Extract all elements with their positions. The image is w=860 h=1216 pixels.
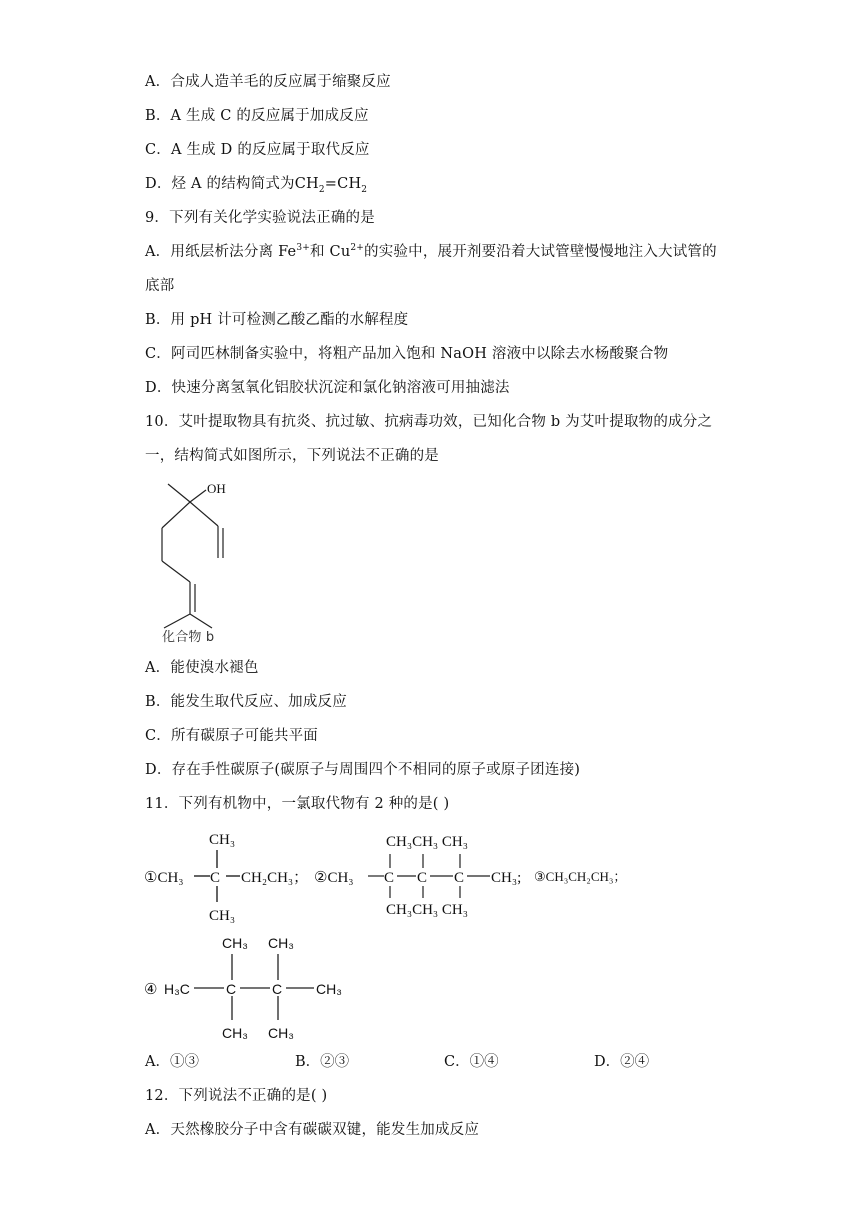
s4-left: H₃C xyxy=(164,981,190,997)
s4-right: CH₃ xyxy=(316,981,342,997)
s2-carbon-1: C xyxy=(384,870,395,886)
q9-stem: 9．下列有关化学实验说法正确的是 xyxy=(145,210,375,226)
s4-top-methyl-1: CH₃ xyxy=(222,935,248,951)
q9-option-c: C．阿司匹林制备实验中，将粗产品加入饱和 NaOH 溶液中以除去水杨酸聚合物 xyxy=(145,346,669,362)
subscript: 2 xyxy=(361,184,368,195)
q11-choice-b: B．②③ xyxy=(295,1054,350,1070)
text: 的实验中，展开剂要沿着大试管壁慢慢地注入大试管的 xyxy=(364,244,717,260)
oh-label: OH xyxy=(207,481,226,496)
s4-carbon-2: C xyxy=(272,981,283,997)
superscript: 2+ xyxy=(350,243,365,254)
q9-option-d: D．快速分离氢氧化铝胶状沉淀和氯化钠溶液可用抽滤法 xyxy=(145,380,510,396)
q11-choice-a: A．①③ xyxy=(145,1054,199,1070)
s4-bottom-methyl-1: CH₃ xyxy=(222,1025,248,1041)
s2-carbon-3: C xyxy=(454,870,465,886)
formula-part: CH xyxy=(294,176,319,192)
s2-top-methyls: CH₃CH₃ CH₃ xyxy=(386,834,468,850)
s2-carbon-2: C xyxy=(417,870,428,886)
structure-1 xyxy=(140,824,325,924)
text: A．用纸层析法分离 Fe xyxy=(145,244,297,260)
q11-choice-d: D．②④ xyxy=(594,1054,650,1070)
s4-bottom-methyl-2: CH₃ xyxy=(268,1025,294,1041)
q8-option-c: C．A 生成 D 的反应属于取代反应 xyxy=(145,142,370,158)
q12-stem: 12．下列说法不正确的是( ) xyxy=(145,1088,328,1104)
superscript: 3+ xyxy=(296,243,311,254)
q10-option-b: B．能发生取代反应、加成反应 xyxy=(145,694,347,710)
q11-stem: 11．下列有机物中，一氯取代物有 2 种的是( ) xyxy=(145,796,450,812)
s4-number: ④ xyxy=(144,981,158,998)
s2-left: ②CH₃ xyxy=(314,870,354,886)
q8-option-a: A．合成人造羊毛的反应属于缩聚反应 xyxy=(145,74,391,90)
q11-choice-c: C．①④ xyxy=(444,1054,499,1070)
q9-option-b: B．用 pH 计可检测乙酸乙酯的水解程度 xyxy=(145,312,409,328)
q8-option-d xyxy=(145,174,367,194)
q9-option-a-line1 xyxy=(145,242,717,262)
q8-option-d-prefix: D．烃 A 的结构简式为 xyxy=(145,176,295,192)
q10-stem-line1: 10．艾叶提取物具有抗炎、抗过敏、抗病毒功效，已知化合物 b 为艾叶提取物的成分之 xyxy=(145,414,713,430)
s3-formula: ③CH₃CH₂CH₃； xyxy=(534,869,627,884)
q10-stem-line2: 一，结构简式如图所示，下列说法不正确的是 xyxy=(145,448,439,464)
q12-option-a: A．天然橡胶分子中含有碳碳双键，能发生加成反应 xyxy=(145,1122,480,1138)
structure-2 xyxy=(310,826,535,922)
s1-left: ①CH₃ xyxy=(144,870,184,886)
s1-central-carbon: C xyxy=(210,870,221,886)
formula-part: =CH xyxy=(324,176,362,192)
s2-bottom-methyls: CH₃CH₃ CH₃ xyxy=(386,902,468,918)
structure-3 xyxy=(532,862,652,888)
structure-4 xyxy=(142,932,357,1044)
s4-top-methyl-2: CH₃ xyxy=(268,935,294,951)
s4-carbon-1: C xyxy=(226,981,237,997)
q9-option-a-line2: 底部 xyxy=(145,278,175,294)
s2-right: CH₃; xyxy=(491,870,522,886)
q10-option-c: C．所有碳原子可能共平面 xyxy=(145,728,318,744)
q10-option-a: A．能使溴水褪色 xyxy=(145,660,259,676)
compound-b-structure xyxy=(150,476,260,646)
s1-bottom-methyl: CH₃ xyxy=(209,908,236,924)
subscript: 2 xyxy=(318,184,325,195)
q8-option-b: B．A 生成 C 的反应属于加成反应 xyxy=(145,108,369,124)
s1-right: CH₂CH₃； xyxy=(241,870,309,886)
compound-b-caption: 化合物 b xyxy=(162,630,215,645)
text: 和 Cu xyxy=(310,244,351,260)
q10-option-d: D．存在手性碳原子(碳原子与周围四个不相同的原子或原子团连接) xyxy=(145,762,581,778)
s1-top-methyl: CH₃ xyxy=(209,832,236,848)
